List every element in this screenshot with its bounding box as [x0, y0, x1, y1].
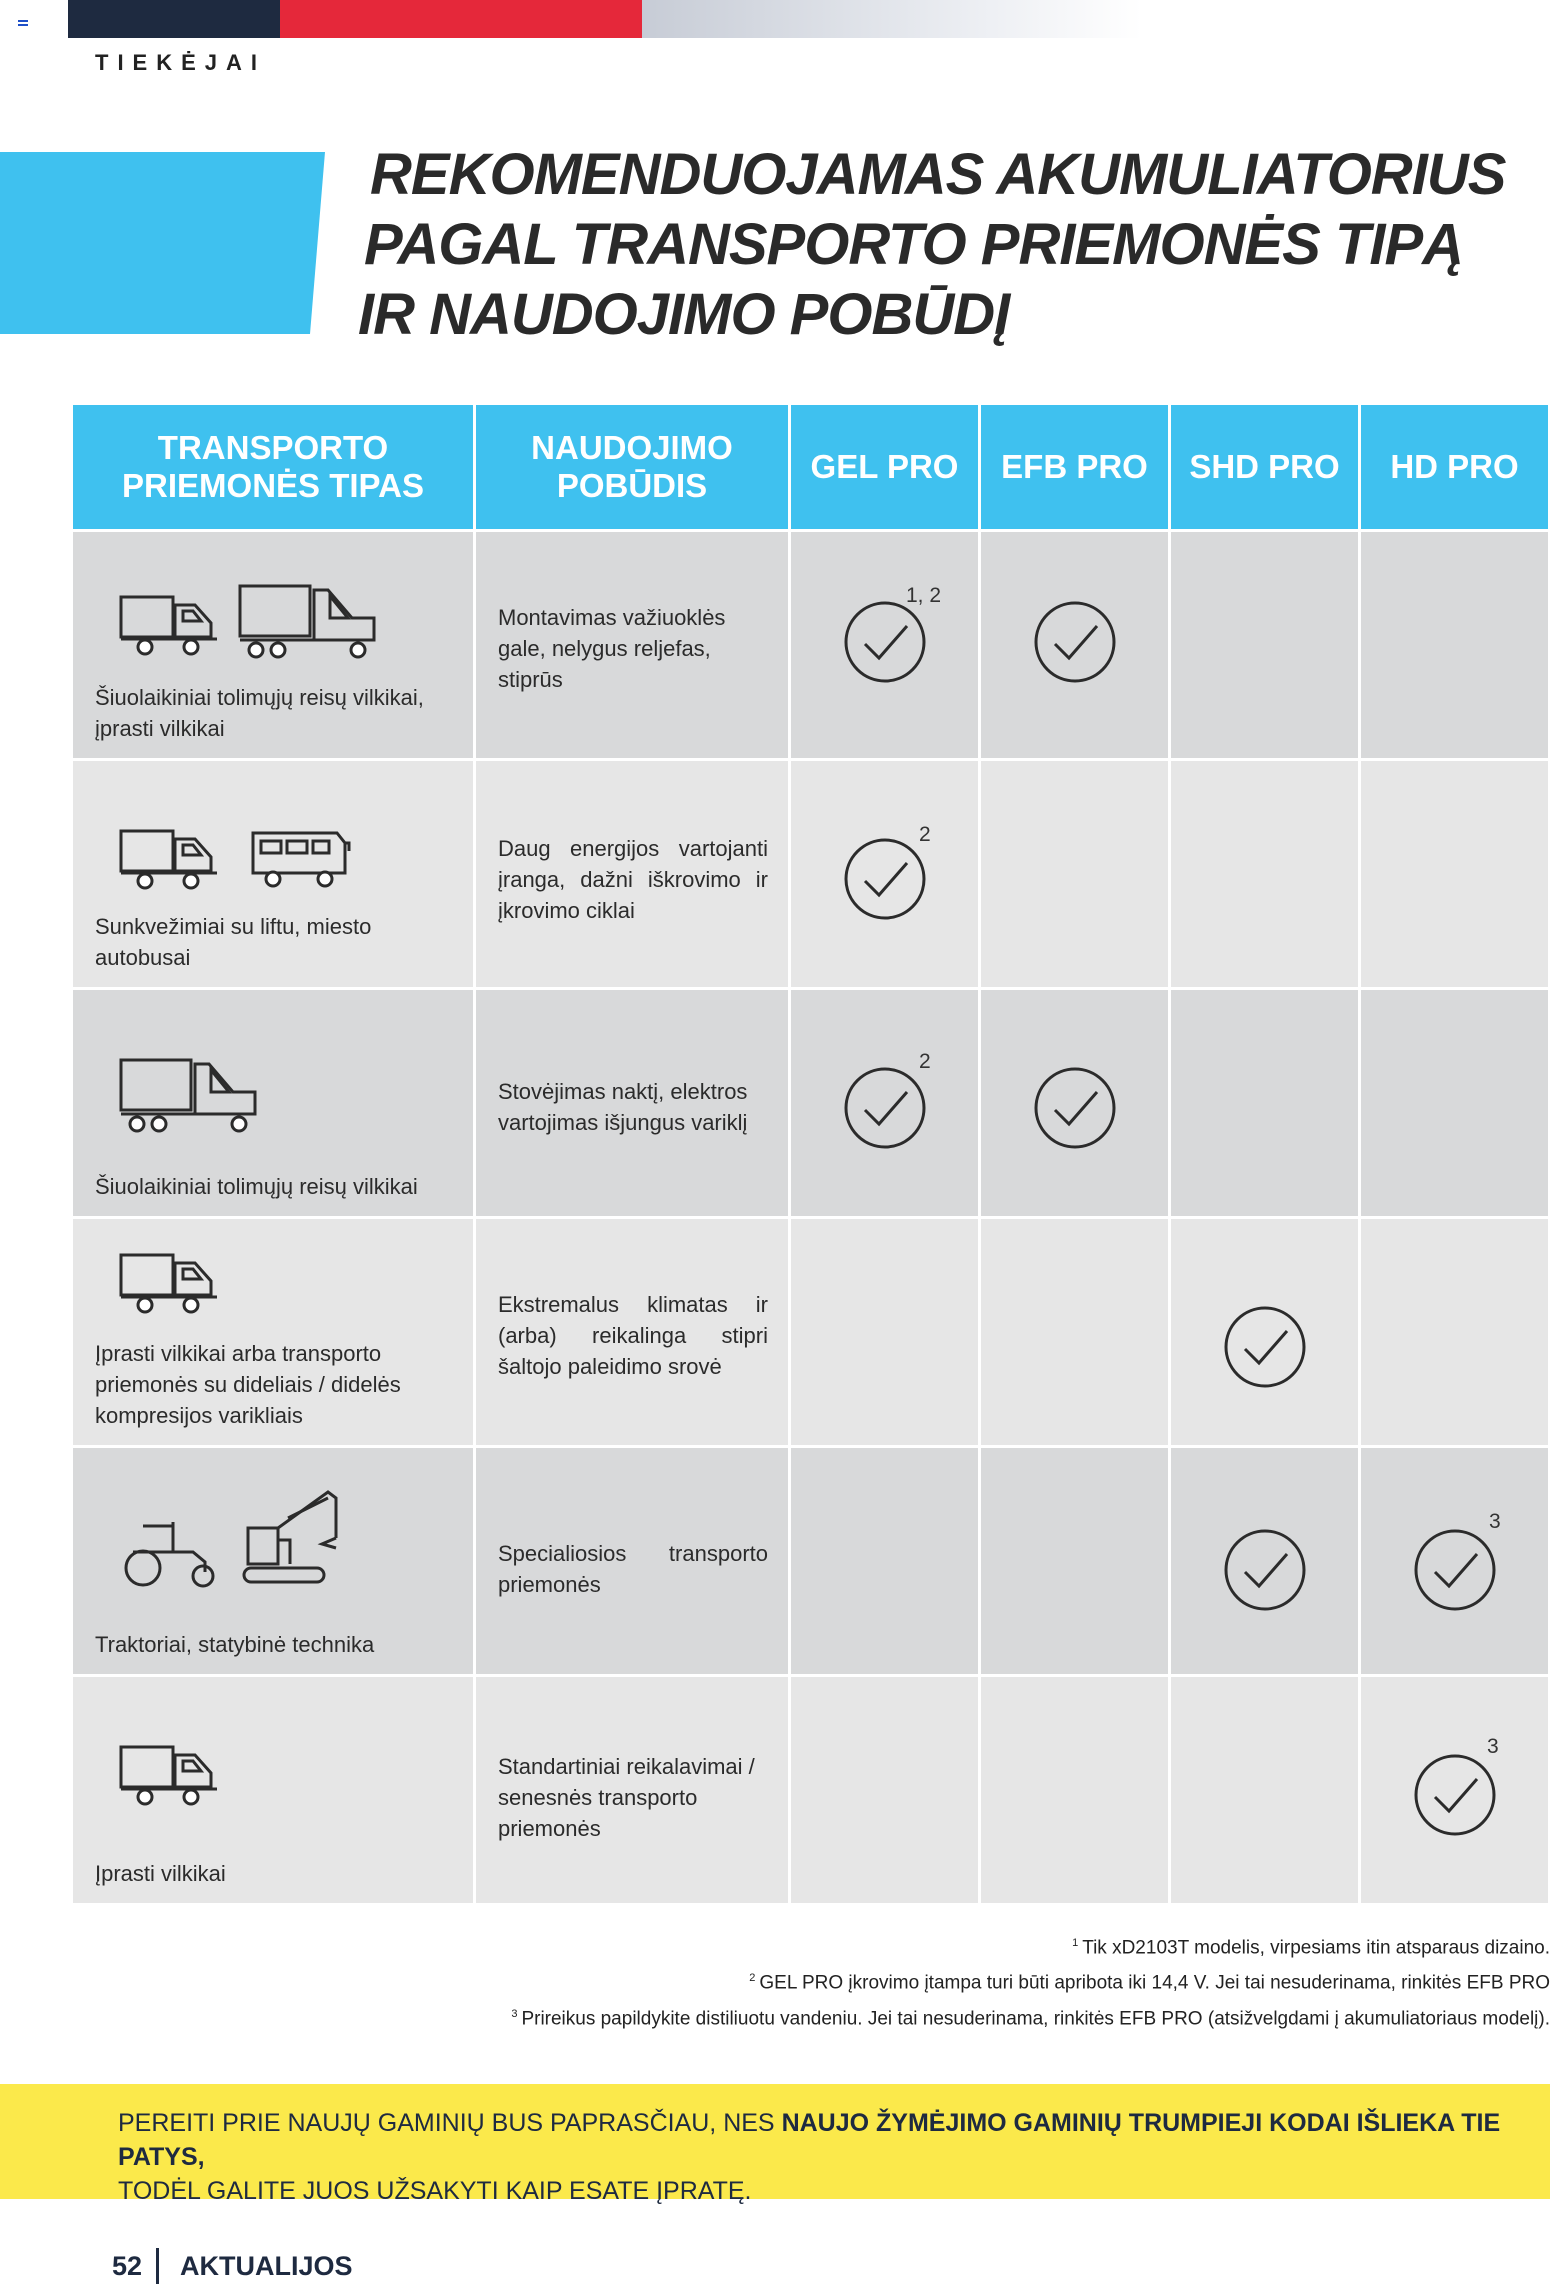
vehicle-cell: [72, 1676, 475, 1905]
top-color-bar: [68, 0, 1068, 38]
usage-cell: [475, 531, 790, 760]
usage-text: Montavimas važiuoklės gale, nelygus reljefas, stiprūs: [498, 605, 726, 692]
efb-cell: [980, 1447, 1170, 1676]
check-icon: [1413, 1753, 1497, 1837]
shd-cell: [1170, 531, 1360, 760]
blue-accent-shape: [0, 152, 325, 334]
top-bar-fade: [642, 0, 1142, 38]
title-line-3: IR NAUDOJIMO POBŪDĮ: [358, 282, 1010, 347]
bus-icon: [251, 825, 351, 891]
top-bar-red: [280, 0, 642, 38]
hd-cell: [1360, 1447, 1550, 1676]
footnote-marker: 3: [1487, 1735, 1499, 1758]
header-shd-pro: SHD PRO: [1170, 404, 1360, 531]
shd-cell: [1170, 760, 1360, 989]
footer-divider: [156, 2248, 159, 2284]
vehicle-type-text: Šiuolaikiniai tolimųjų reisų vilkikai: [95, 1174, 418, 1199]
hd-cell: [1360, 989, 1550, 1218]
hd-cell: [1360, 1676, 1550, 1905]
banner-text: PEREITI PRIE NAUJŲ GAMINIŲ BUS PAPRASČIAU, NES NAUJO ŽYMĖJIMO GAMINIŲ TRUMPIEJI KODAI IŠLIEKA TIE PATYS, TODĖL GALITE JUOS UŽSAKYTI KAIP ESATE ĮPRATĘ.: [118, 2109, 1501, 2205]
table-row: [72, 1676, 1550, 1905]
truck-icon: [119, 587, 219, 657]
shd-cell: [1170, 1676, 1360, 1905]
vehicle-cell: [72, 531, 475, 760]
check-icon: [1223, 1528, 1307, 1612]
tractor-icon: [119, 1518, 219, 1588]
usage-cell: [475, 760, 790, 989]
usage-text: Daug energijos vartojanti įranga, dažni iškrovimo ir įkrovimo ciklai: [498, 836, 768, 923]
footnote-2: $^2$ GEL PRO įkrovimo įtampa turi būti apribota iki 14,4 V. Jei tai nesuderinama, rinkitės EFB PRO: [749, 1972, 1550, 1994]
vehicle-type-text: Traktoriai, statybinė technika: [95, 1632, 375, 1657]
table-row: [72, 1447, 1550, 1676]
usage-text: Ekstremalus klimatas ir (arba) reikalinga stipri šaltojo paleidimo srovė: [498, 1292, 768, 1379]
top-bar-navy: [68, 0, 280, 38]
gel-cell: [790, 531, 980, 760]
check-icon: [1223, 1305, 1307, 1389]
header-gel-pro: GEL PRO: [790, 404, 980, 531]
header-usage: NAUDOJIMO POBŪDIS: [475, 404, 790, 531]
footnote-marker: 2: [919, 823, 931, 846]
recommendation-table: [70, 402, 1550, 1906]
semi-truck-icon: [119, 1056, 259, 1136]
title-line-2: PAGAL TRANSPORTO PRIEMONĖS TIPĄ: [364, 212, 1464, 277]
page-number: 52: [112, 2251, 143, 2281]
info-banner: [0, 2084, 1550, 2205]
vehicle-cell: [72, 1218, 475, 1447]
gel-cell: [790, 760, 980, 989]
vehicle-type-text: Įprasti vilkikai arba transporto priemonės su dideliais / didelės kompresijos varikliais: [95, 1341, 401, 1428]
gel-cell: [790, 989, 980, 1218]
usage-cell: [475, 1447, 790, 1676]
check-icon: [1413, 1528, 1497, 1612]
table-row: [72, 989, 1550, 1218]
menu-icon[interactable]: [18, 20, 28, 28]
header-efb-pro: EFB PRO: [980, 404, 1170, 531]
check-icon: [843, 600, 927, 684]
usage-text: Standartiniai reikalavimai / senesnės transporto priemonės: [498, 1754, 755, 1841]
title-line-1: REKOMENDUOJAMAS AKUMULIATORIUS: [370, 142, 1506, 207]
table-header-row: [72, 404, 1550, 531]
efb-cell: [980, 989, 1170, 1218]
usage-cell: [475, 989, 790, 1218]
efb-cell: [980, 1676, 1170, 1905]
efb-cell: [980, 1218, 1170, 1447]
vehicle-type-text: Šiuolaikiniai tolimųjų reisų vilkikai, įprasti vilkikai: [95, 685, 424, 741]
truck-icon: [119, 1245, 219, 1315]
vehicle-cell: [72, 760, 475, 989]
hd-cell: [1360, 1218, 1550, 1447]
table-row: [72, 531, 1550, 760]
efb-cell: [980, 760, 1170, 989]
check-icon: [1033, 1066, 1117, 1150]
efb-cell: [980, 531, 1170, 760]
shd-cell: [1170, 1218, 1360, 1447]
table-row: [72, 1218, 1550, 1447]
usage-text: Specialiosios transporto priemonės: [498, 1541, 768, 1597]
header-hd-pro: HD PRO: [1360, 404, 1550, 531]
check-icon: [1033, 600, 1117, 684]
section-label: TIEKĖJAI: [95, 50, 267, 75]
gel-cell: [790, 1447, 980, 1676]
truck-icon: [119, 1737, 219, 1807]
page-title: [358, 140, 1550, 350]
semi-truck-icon: [238, 582, 378, 662]
footnote-1: $^1$ Tik xD2103T modelis, virpesiams itin atsparaus dizaino.: [1072, 1937, 1550, 1959]
check-icon: [843, 837, 927, 921]
truck-icon: [119, 821, 219, 891]
table-row: [72, 760, 1550, 989]
gel-cell: [790, 1218, 980, 1447]
shd-cell: [1170, 1447, 1360, 1676]
vehicle-type-text: Sunkvežimiai su liftu, miesto autobusai: [95, 914, 372, 970]
footnote-marker: 1, 2: [906, 584, 942, 607]
shd-cell: [1170, 989, 1360, 1218]
footnote-marker: 3: [1489, 1510, 1501, 1533]
footnotes: [450, 1928, 1550, 2034]
excavator-icon: [238, 1488, 348, 1588]
gel-cell: [790, 1676, 980, 1905]
hd-cell: [1360, 531, 1550, 760]
usage-text: Stovėjimas naktį, elektros vartojimas išjungus variklį: [498, 1079, 748, 1135]
footnote-3: $^3$ Prireikus papildykite distiliuotu vandeniu. Jei tai nesuderinama, rinkitės EFB PRO (atsižvelgdami į akumuliatoriaus modelį).: [511, 2007, 1550, 2029]
vehicle-type-text: Įprasti vilkikai: [95, 1861, 226, 1886]
check-icon: [843, 1066, 927, 1150]
vehicle-cell: [72, 989, 475, 1218]
hd-cell: [1360, 760, 1550, 989]
footnote-marker: 2: [919, 1050, 931, 1073]
vehicle-cell: [72, 1447, 475, 1676]
usage-cell: [475, 1676, 790, 1905]
usage-cell: [475, 1218, 790, 1447]
footer-section: AKTUALIJOS: [180, 2251, 353, 2281]
header-vehicle-type: TRANSPORTO PRIEMONĖS TIPAS: [72, 404, 475, 531]
